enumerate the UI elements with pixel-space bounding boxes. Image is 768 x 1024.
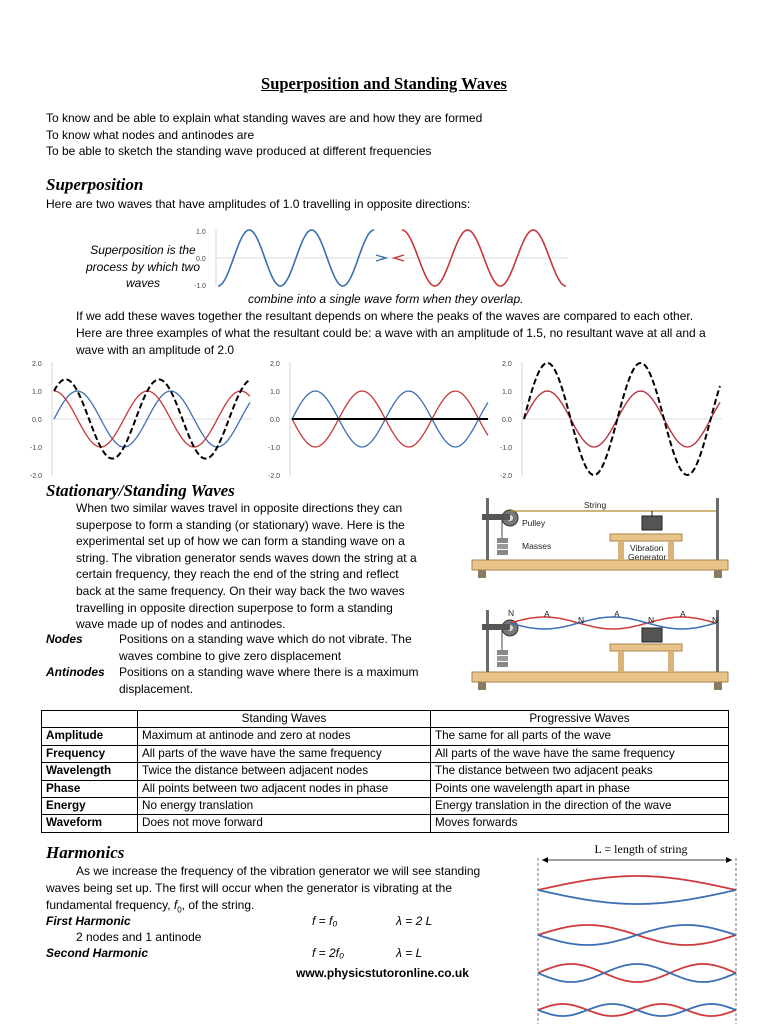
antinode-label: A bbox=[614, 609, 620, 619]
para-line: wave made up of nodes and antinodes. bbox=[76, 617, 286, 632]
node-label: N bbox=[508, 608, 515, 618]
arrow-left-icon bbox=[542, 857, 548, 863]
harmonics-heading: Harmonics bbox=[46, 843, 125, 862]
table-row: Amplitude Maximum at antinode and zero at nodes The same for all parts of the wave bbox=[42, 728, 729, 745]
superposition-caption: combine into a single wave form when they overlap. bbox=[248, 292, 524, 306]
antinodes-def-1: Positions on a standing wave where there is a maximum bbox=[119, 665, 419, 679]
para-line: When two similar waves travel in opposite directions they can bbox=[76, 501, 403, 515]
para-line: experimental set up of how we can form a standing wave on a bbox=[76, 534, 405, 549]
masses-icon bbox=[497, 650, 508, 655]
first-harmonic-lambda: λ = 2 L bbox=[396, 914, 433, 928]
node-label: N bbox=[712, 615, 719, 625]
vibration-generator-icon bbox=[642, 628, 662, 642]
harmonic-4-wave bbox=[538, 1004, 736, 1016]
antinode-label: A bbox=[680, 609, 686, 619]
harmonic-1-wave bbox=[538, 890, 736, 904]
second-harmonic-lambda: λ = L bbox=[396, 946, 423, 960]
superposition-paragraph: If we add these waves together the resultant depends on where the peaks of the waves are compared to each other. Here are three examples of what the resultant could be: a wave with an amplitude of 1.5, no resultant wave at all and a wave with an amplitude of 2.0 bbox=[76, 309, 706, 357]
objective-2: To know what nodes and antinodes are bbox=[46, 127, 255, 142]
nodes-def-2: waves combine to give zero displacement bbox=[119, 648, 342, 663]
svg-text:1.0: 1.0 bbox=[270, 389, 280, 396]
resultant-chart-1 bbox=[30, 358, 256, 480]
superposition-heading: Superposition bbox=[46, 175, 144, 194]
harmonics-diagram bbox=[534, 838, 744, 1024]
harmonic-3-wave bbox=[538, 964, 736, 982]
clamp-stand-right bbox=[716, 498, 719, 560]
standing-paragraph bbox=[76, 500, 417, 633]
node-label: N bbox=[648, 615, 655, 625]
label-generator-2: Generator bbox=[628, 552, 667, 562]
objective-1: To know and be able to explain what standing waves are and how they are formed bbox=[46, 111, 483, 125]
svg-text:-2.0: -2.0 bbox=[268, 473, 281, 480]
harmonics-line-1: As we increase the frequency of the vibration generator we will see standing bbox=[76, 864, 481, 878]
tick-label: 1.0 bbox=[196, 229, 206, 236]
setup-diagram bbox=[468, 494, 732, 582]
label-masses: Masses bbox=[522, 541, 552, 551]
para-line: travelling in opposite direction superpose to form a standing bbox=[76, 600, 393, 615]
harmonic-waves bbox=[538, 876, 736, 1016]
y-ticks bbox=[30, 361, 42, 480]
harmonics-line-2: waves being set up. The first will occur when the generator is vibrating at the bbox=[46, 881, 452, 895]
harmonic-3-wave bbox=[538, 964, 736, 982]
table-row: Frequency All parts of the wave have the same frequency All parts of the wave have the same frequency bbox=[42, 745, 729, 762]
y-ticks bbox=[500, 361, 512, 480]
para-line: string. The vibration generator sends waves down the string at a bbox=[76, 550, 417, 565]
superposition-side-note: Superposition is the process by which two waves bbox=[85, 243, 201, 290]
label-generator-1: Vibration bbox=[630, 543, 664, 553]
para-line: back at the same frequency. On their way back the two waves bbox=[76, 583, 405, 598]
svg-text:0.0: 0.0 bbox=[270, 417, 280, 424]
svg-text:2.0: 2.0 bbox=[32, 361, 42, 368]
second-harmonic-f: f = 2f₀ bbox=[312, 946, 345, 960]
svg-text:1.0: 1.0 bbox=[502, 389, 512, 396]
harmonic-2-wave bbox=[538, 925, 736, 945]
table-row: Phase All points between two adjacent nodes in phase Points one wavelength apart in phase bbox=[42, 780, 729, 797]
page-title: Superposition and Standing Waves bbox=[261, 74, 507, 93]
bench bbox=[472, 672, 728, 682]
first-harmonic-f: f = f₀ bbox=[312, 914, 338, 928]
clamp-stand-left bbox=[486, 498, 489, 560]
length-label: L = length of string bbox=[594, 842, 688, 856]
harmonic-1-wave bbox=[538, 876, 736, 890]
arrow-right-icon bbox=[726, 857, 732, 863]
resultant-chart-3 bbox=[500, 358, 726, 480]
harmonics-line-3: fundamental frequency, $f_0$, of the string. bbox=[46, 898, 255, 915]
footer-url: www.physicstutoronline.co.uk bbox=[296, 966, 469, 980]
label-string: String bbox=[584, 500, 607, 510]
table-row: Waveform Does not move forward Moves forwards bbox=[42, 815, 729, 832]
svg-text:-1.0: -1.0 bbox=[268, 445, 281, 452]
para-line: superpose to form a standing (or stationary) wave. Here is the bbox=[76, 517, 405, 532]
svg-text:-2.0: -2.0 bbox=[30, 473, 43, 480]
node-label: N bbox=[578, 615, 585, 625]
header-cell bbox=[42, 711, 138, 728]
superposition-intro: Here are two waves that have amplitudes of 1.0 travelling in opposite directions: bbox=[46, 197, 471, 211]
table-header-row bbox=[42, 711, 729, 728]
two-waves-chart bbox=[190, 222, 580, 294]
svg-text:2.0: 2.0 bbox=[502, 361, 512, 368]
resultant-chart-2 bbox=[268, 358, 494, 480]
masses-icon bbox=[497, 538, 508, 543]
standing-heading: Stationary/Standing Waves bbox=[46, 481, 235, 500]
antinodes-def-2: displacement. bbox=[119, 681, 194, 696]
svg-text:0.0: 0.0 bbox=[502, 417, 512, 424]
svg-text:-1.0: -1.0 bbox=[30, 445, 43, 452]
second-harmonic-label: Second Harmonic bbox=[46, 946, 149, 960]
first-harmonic-label: First Harmonic bbox=[46, 914, 131, 928]
svg-text:1.0: 1.0 bbox=[32, 389, 42, 396]
header-cell: Standing Waves bbox=[138, 711, 431, 728]
bench bbox=[472, 560, 728, 570]
objective-3: To be able to sketch the standing wave produced at different frequencies bbox=[46, 144, 432, 158]
table-row: Energy No energy translation Energy translation in the direction of the wave bbox=[42, 798, 729, 815]
comparison-table bbox=[41, 710, 729, 833]
table-row: Wavelength Twice the distance between adjacent nodes The distance between two adjacent peaks bbox=[42, 763, 729, 780]
standing-wave-setup-diagram bbox=[468, 606, 732, 698]
svg-text:0.0: 0.0 bbox=[32, 417, 42, 424]
tick-label: 0.0 bbox=[196, 256, 206, 263]
svg-text:2.0: 2.0 bbox=[270, 361, 280, 368]
header-cell: Progressive Waves bbox=[431, 711, 729, 728]
vibration-generator-icon bbox=[642, 516, 662, 530]
tick-label: -1.0 bbox=[194, 283, 207, 290]
label-pulley: Pulley bbox=[522, 518, 546, 528]
para-line: certain frequency, they reach the end of the string and reflect bbox=[76, 567, 399, 582]
y-ticks bbox=[268, 361, 280, 480]
nodes-term: Nodes bbox=[46, 632, 83, 646]
svg-text:-1.0: -1.0 bbox=[500, 445, 513, 452]
antinodes-term: Antinodes bbox=[46, 665, 105, 679]
first-harmonic-note: 2 nodes and 1 antinode bbox=[76, 930, 202, 944]
antinode-label: A bbox=[544, 609, 550, 619]
svg-text:-2.0: -2.0 bbox=[500, 473, 513, 480]
nodes-def-1: Positions on a standing wave which do not vibrate. The bbox=[119, 632, 412, 646]
